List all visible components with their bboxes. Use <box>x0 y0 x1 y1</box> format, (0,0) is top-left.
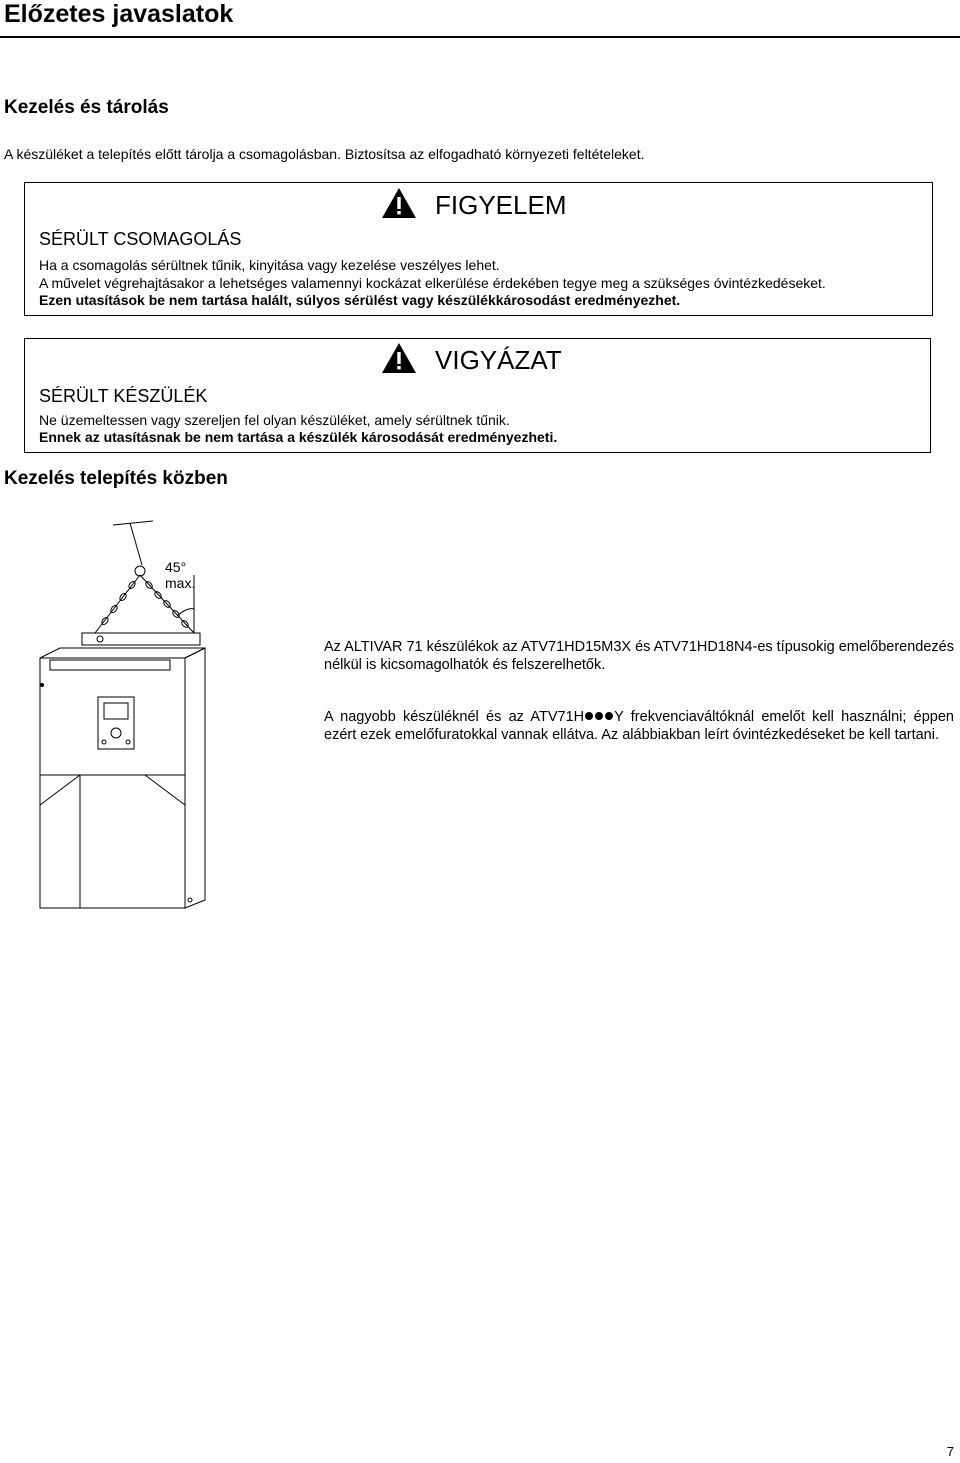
warning-signal-word: FIGYELEM <box>435 190 567 220</box>
caution-category: SÉRÜLT KÉSZÜLÉK <box>39 386 208 406</box>
caution-signal-word: VIGYÁZAT <box>435 345 562 375</box>
section-heading-installation-handling: Kezelés telepítés közben <box>4 468 228 489</box>
caution-consequence: Ennek az utasításnak be nem tartása a készülék károsodását eredményezheti. <box>39 429 558 445</box>
caution-header <box>381 342 562 379</box>
lifting-paragraph-2-end: Y frekvenciaváltóknál emelőt kell használni; éppen ezért ezek emelőfuratokkal vannak ellátva. Az alábbiakban leírt óvintézkedéseket be kell tartani. <box>324 709 954 744</box>
page-title: Előzetes javaslatok <box>4 0 234 28</box>
caution-line-1: Ne üzemeltessen vagy szereljen fel olyan készüléket, amely sérültnek tűnik. <box>39 412 510 428</box>
warning-consequence: Ezen utasítások be nem tartása halált, súlyos sérülést vagy készülékkárosodást eredményezhet. <box>39 292 681 308</box>
warning-header <box>381 187 566 224</box>
lifting-paragraph-2 <box>324 708 954 744</box>
section-heading-handling-storage: Kezelés és tárolás <box>4 97 169 118</box>
title-divider <box>0 36 960 38</box>
angle-label <box>165 559 195 591</box>
angle-value: 45° <box>165 559 187 575</box>
warning-box <box>24 182 933 316</box>
warning-category: SÉRÜLT CSOMAGOLÁS <box>39 229 242 249</box>
caution-box <box>24 338 931 453</box>
angle-max: max. <box>165 575 196 591</box>
placeholder-dots-icon <box>584 708 614 726</box>
warning-triangle-icon <box>381 342 417 379</box>
warning-line-1: Ha a csomagolás sérültnek tűnik, kinyitása vagy kezelése veszélyes lehet. <box>39 257 500 273</box>
warning-line-2: A művelet végrehajtásakor a lehetséges valamennyi kockázat elkerülése érdekében tegye meg a szükséges óvintézkedéseket. <box>39 275 826 291</box>
lifting-paragraph-2-start: A nagyobb készüléknél és az ATV71H <box>324 709 585 725</box>
lifting-figure <box>20 515 220 910</box>
warning-triangle-icon <box>381 187 417 224</box>
page-number: 7 <box>946 1444 954 1459</box>
storage-paragraph: A készüléket a telepítés előtt tárolja a csomagolásban. Biztosítsa az elfogadható környezeti feltételeket. <box>4 146 645 162</box>
lifting-paragraph-1: Az ALTIVAR 71 készülékok az ATV71HD15M3X és ATV71HD18N4-es típusokig emelőberendezés nélkül is kicsomagolhatók és felszerelhetők. <box>324 639 954 673</box>
